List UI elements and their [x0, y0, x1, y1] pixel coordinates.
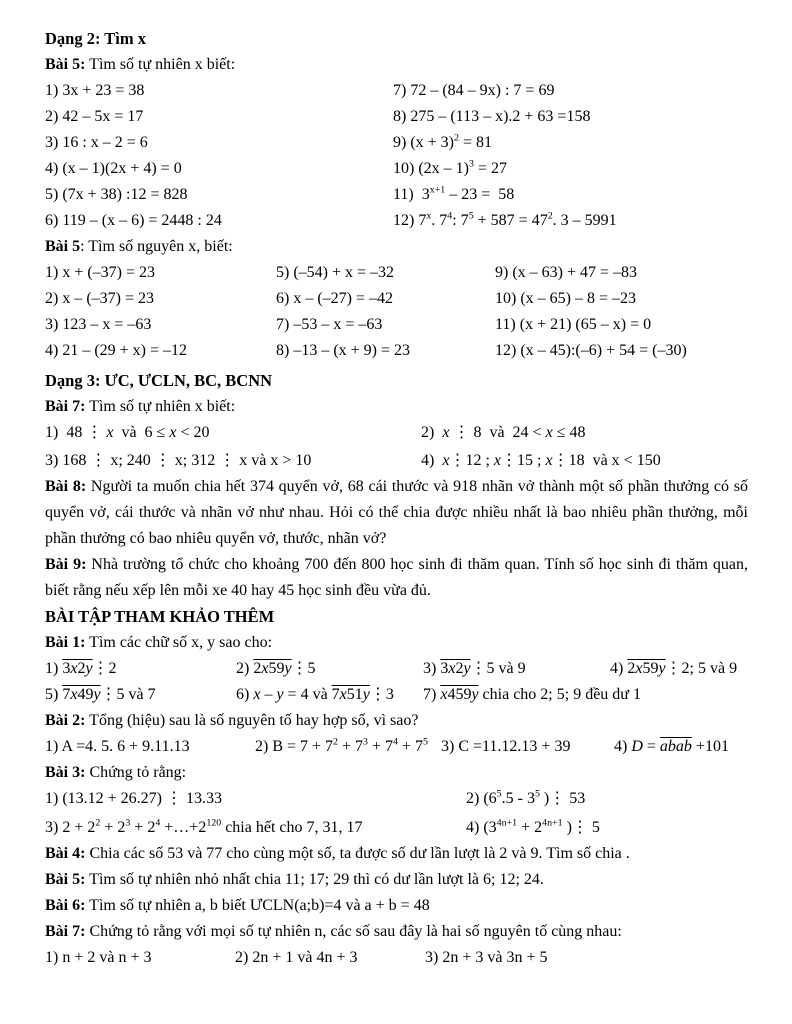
- tk-bai1-title: Tìm các chữ số x, y sao cho:: [85, 634, 273, 651]
- equation-item: 8) 275 – (113 – x).2 + 63 =158: [393, 108, 591, 125]
- tk-bai6-paragraph: [45, 893, 748, 919]
- bai7a-label: Bài 7:: [45, 398, 86, 415]
- bai5a-title: Tìm số tự nhiên x biết:: [85, 56, 236, 73]
- tk-bai3-title: Chứng tỏ rằng:: [85, 764, 187, 781]
- equation-item: 11) (x + 21) (65 – x) = 0: [495, 316, 652, 333]
- equation-item: 1) 48 ⋮ x và 6 ≤ x < 20: [45, 424, 210, 441]
- bai5a-label: Bài 5:: [45, 56, 86, 73]
- tk-bai1-label: Bài 1:: [45, 634, 86, 651]
- equation-item: 5) (–54) + x = –32: [276, 264, 395, 281]
- bai8-paragraph: [45, 474, 748, 552]
- tk-bai4-paragraph: [45, 841, 748, 867]
- equation-item: 3) 2n + 3 và 3n + 5: [425, 949, 548, 966]
- equation-item: 1) 3x2y⋮2: [45, 660, 117, 677]
- equation-item: 4) ($3^{4n+1} + 2^{4n+1}$ )⋮ 5: [466, 817, 600, 836]
- bai7a-title: Tìm số tự nhiên x biết:: [85, 398, 236, 415]
- equation-item: 7) –53 – x = –63: [276, 316, 383, 333]
- bai5a-equation-grid: [45, 78, 748, 234]
- tk-bai6-label: Bài 6:: [45, 897, 86, 914]
- tk-bai2-row: [45, 734, 748, 760]
- equation-item: 3) C =11.12.13 + 39: [441, 738, 571, 755]
- tk-bai2-title: Tổng (hiệu) sau là số nguyên tố hay hợp số, vì sao?: [85, 712, 419, 729]
- equation-item: 5) 7x49y⋮5 và 7: [45, 686, 156, 703]
- equation-item: 7) x459y chia cho 2; 5; 9 đều dư 1: [423, 686, 641, 703]
- bai5b-header: [45, 234, 748, 260]
- equation-item: 2) x – (–37) = 23: [45, 290, 155, 307]
- tk-bai7-label: Bài 7:: [45, 923, 86, 940]
- bai7a-grid: [45, 420, 748, 474]
- equation-item: 3) 168 ⋮ x; 240 ⋮ x; 312 ⋮ x và x > 10: [45, 452, 312, 469]
- equation-item: 1) n + 2 và n + 3: [45, 949, 152, 966]
- equation-item: 6) 119 – (x – 6) = 2448 : 24: [45, 212, 222, 229]
- bai5a-header: [45, 52, 748, 78]
- equation-item: 3) $2 + 2^2 + 2^3 + 2^4$ $+\dots+2^{120}$ chia hết cho 7, 31, 17: [45, 817, 363, 836]
- equation-item: 8) –13 – (x + 9) = 23: [276, 342, 411, 359]
- equation-item: 1) x + (–37) = 23: [45, 264, 156, 281]
- equation-item: 6) x – (–27) = –42: [276, 290, 394, 307]
- equation-item: 4) x⋮12 ; x⋮15 ; x⋮18 và x < 150: [421, 452, 661, 469]
- bai7a-header: [45, 394, 748, 420]
- equation-item: 4) 2x59y⋮2; 5 và 9: [610, 660, 738, 677]
- equation-item: 10) (x – 65) – 8 = –23: [495, 290, 637, 307]
- tk-bai2-label: Bài 2:: [45, 712, 86, 729]
- equation-item: 12) 7$^x$. $7^4$: $7^5 + 587 = 47^2$. 3 – 5991: [393, 210, 617, 229]
- tk-bai3-header: [45, 760, 748, 786]
- equation-item: 4) (x – 1)(2x + 4) = 0: [45, 160, 182, 177]
- equation-item: 5) (7x + 38) :12 = 828: [45, 186, 188, 203]
- equation-item: 4) D = abab +101: [614, 738, 729, 755]
- heading-dang3: Dạng 3: ƯC, ƯCLN, BC, BCNN: [45, 371, 273, 390]
- tk-bai5-text: Tìm số tự nhiên nhỏ nhất chia 11; 17; 29 thì có dư lần lượt là 6; 12; 24.: [85, 871, 544, 888]
- heading-dang2: Dạng 2: Tìm x: [45, 29, 146, 48]
- tk-bai4-text: Chia các số 53 và 77 cho cùng một số, ta được số dư lần lượt là 2 và 9. Tìm số chia .: [85, 845, 630, 862]
- equation-item: 4) 21 – (29 + x) = –12: [45, 342, 188, 359]
- equation-item: 7) 72 – (84 – 9x) : 7 = 69: [393, 82, 555, 99]
- bai8-label: Bài 8:: [45, 478, 87, 495]
- tk-bai6-text: Tìm số tự nhiên a, b biết ƯCLN(a;b)=4 và a + b = 48: [85, 897, 430, 914]
- bai8-text: Người ta muốn chia hết 374 quyển vở, 68 cái thước và 918 nhãn vở thành một số phần thưởng có số quyển vở, cái thước và nhãn vở như nhau. Hỏi có thể chia được nhiều nhất là bao nhiêu phần thưởng, mỗi phần thưởng có bao nhiêu quyển vở, thước, nhãn vở?: [45, 478, 748, 547]
- tk-bai5-label: Bài 5:: [45, 871, 86, 888]
- equation-item: 10) (2x – 1)$^3$ = 27: [393, 158, 507, 177]
- tk-bai1-row2: [45, 682, 748, 708]
- equation-item: 2) 42 – 5x = 17: [45, 108, 144, 125]
- bai9-text: Nhà trường tổ chức cho khoảng 700 đến 800 học sinh đi thăm quan. Tính số học sinh đi thăm quan, biết rằng nếu xếp lên mỗi xe 40 hay 45 học sinh đều vừa đủ.: [45, 556, 749, 599]
- tk-bai5-paragraph: [45, 867, 748, 893]
- equation-item: 11) $3^{x+1} - 23 = 58$: [393, 184, 515, 203]
- equation-item: 3) 3x2y⋮5 và 9: [423, 660, 526, 677]
- tk-bai7-header: [45, 919, 748, 945]
- tk-bai3-label: Bài 3:: [45, 764, 86, 781]
- equation-item: 3) 16 : x – 2 = 6: [45, 134, 148, 151]
- equation-item: 9) (x – 63) + 47 = –83: [495, 264, 638, 281]
- heading-tham-khao: BÀI TẬP THAM KHẢO THÊM: [45, 607, 275, 626]
- bai5b-label: Bài 5: [45, 238, 81, 255]
- bai9-paragraph: [45, 552, 748, 604]
- equation-item: 12) (x – 45):(–6) + 54 = (–30): [495, 342, 687, 359]
- bai5b-title: : Tìm số nguyên x, biết:: [80, 238, 233, 255]
- equation-item: 9) $(x + 3)^2 = 81$: [393, 132, 492, 151]
- tk-bai1-row1: [45, 656, 748, 682]
- tk-bai7-row: [45, 945, 748, 971]
- bai5b-equation-grid: [45, 260, 748, 364]
- tk-bai7-title: Chứng tỏ rằng với mọi số tự nhiên n, các số sau đây là hai số nguyên tố cùng nhau:: [85, 923, 622, 940]
- tk-bai1-header: [45, 630, 748, 656]
- equation-item: 2) $B = 7 + 7^2 + 7^3 + 7^4 + 7^5$: [255, 736, 428, 755]
- equation-item: 1) A =4. 5. 6 + 9.11.13: [45, 738, 190, 755]
- bai9-label: Bài 9:: [45, 556, 87, 573]
- equation-item: 1) (13.12 + 26.27) ⋮ 13.33: [45, 790, 223, 807]
- tk-bai3-grid: [45, 786, 748, 841]
- equation-item: 2) 2x59y⋮5: [236, 660, 316, 677]
- equation-item: 3) 123 – x = –63: [45, 316, 152, 333]
- tk-bai2-header: [45, 708, 748, 734]
- equation-item: 6) x – y = 4 và 7x51y⋮3: [236, 686, 394, 703]
- tk-bai4-label: Bài 4:: [45, 845, 86, 862]
- equation-item: 2) ($6^5.5 - 3^5$ )⋮ 53: [466, 788, 586, 807]
- equation-item: 2) x ⋮ 8 và 24 < x ≤ 48: [421, 424, 586, 441]
- equation-item: 1) 3x + 23 = 38: [45, 82, 145, 99]
- equation-item: 2) 2n + 1 và 4n + 3: [235, 949, 358, 966]
